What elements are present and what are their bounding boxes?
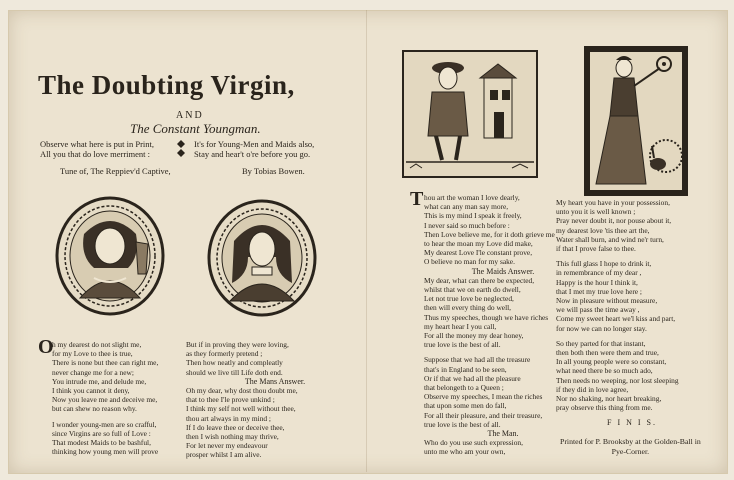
verse-column-4: My heart you have in your possession, unto you it is well known ; Pray never doubt it, nor pouse about it, my dearest love 'tis thee art the, Water shall burn, and wind ne'r turn, if that I prove false to thee. This full glass I hope to drink it, in remembrance of my dear , Happy is the hour I think it, that I met my true love here ; Now in pleasure without measure, we will pass the time away , Come my sweet heart we'l kiss and part, for now we can no longer stay. So they parted for that instant, then both then were them and true, In all young people were so constant, what need there be so much ado, Then needs no weeping, nor lost sleeping if they did in love agree, Nor no shaking, nor heart breaking, pray observe this thing from me.	[556, 198, 679, 413]
fleuron-icon	[176, 139, 186, 158]
verse-column-2: But if in proving they were loving, as they formerly pretend ; Then how neatly and compleatly should we live till Life doth end. The Mans Answer. Oh my dear, why dost thou doubt me, that to thee I'le prove unkind ; I think my self not well without thee, thou art always in my mind ; If I do leave thee or deceive thee, then I wish nothing may thrive, For let never my endeavour prosper whilst I am alive.	[186, 340, 364, 460]
the-man-heading: The Man.	[487, 429, 519, 439]
woodcut-man-portrait	[206, 197, 318, 319]
finis: F I N I S.	[607, 418, 658, 427]
verse-column-1: h my dearest do not slight me, for my Love to thee is true, There is none but thee can right me, never change me for a new; You intrude me, and delude me, I think you cannot it deny, Now you leave me and deceive me, but can shew no reason why. I wonder young-men are so crafful, since Virgins are so full of Love : That modest Maids to be bashful, thinking how young men will prove	[52, 340, 159, 457]
tune-line: Tune of, The Reppiev'd Captive,	[60, 166, 171, 176]
woodcut-woman-portrait	[54, 194, 166, 318]
title-and: AND	[176, 110, 204, 121]
woodcut-woman-peacock	[584, 46, 688, 196]
verse-column-3: hou art the woman I love dearly, what can any man say more, This is my mind I speak it freely, I never said so much before : Then Love believe me, for it doth grieve me to hear the moan my Love did make, My dearest Love I'le constant prove, O believe no man for my sake. The Maids Answer. My dear, what can there be expected, whilst that we on earth do dwell, Let not true love be neglected, then will every thing do well, Thus my speeches, though we have riches my heart hear I you call, For all the money my dear honey, true love is the best of all. Suppose that we had all the treasure that's in England to be seen, Or if that we had all the pleasure that belongeth to a Queen ; Observe my speeches, I mean the riches that upon some men do fall, For all their pleasure, and their treasure, true love is the best of all. The Man. Who do you use such expression, unto me who am your own,	[424, 193, 582, 457]
ballad-title: The Doubting Virgin,	[38, 70, 295, 100]
drop-cap-o: O	[38, 336, 54, 358]
intro-left: Observe what here is put in Print, All you that do love merriment :	[40, 139, 155, 159]
drop-cap-t: T	[410, 188, 424, 210]
printer-imprint: Printed for P. Brooksby at the Golden-Ball in Pye-Corner.	[560, 437, 701, 456]
author-line: By Tobias Bowen.	[242, 166, 305, 176]
mans-answer-heading: The Mans Answer.	[244, 376, 306, 386]
ballad-subtitle: The Constant Youngman.	[130, 121, 261, 136]
woodcut-standing-man	[402, 50, 538, 178]
intro-right: It's for Young-Men and Maids also, Stay and hear't o're before you go.	[194, 139, 315, 159]
maids-answer-heading: The Maids Answer.	[471, 266, 535, 276]
fold-line	[366, 10, 367, 472]
